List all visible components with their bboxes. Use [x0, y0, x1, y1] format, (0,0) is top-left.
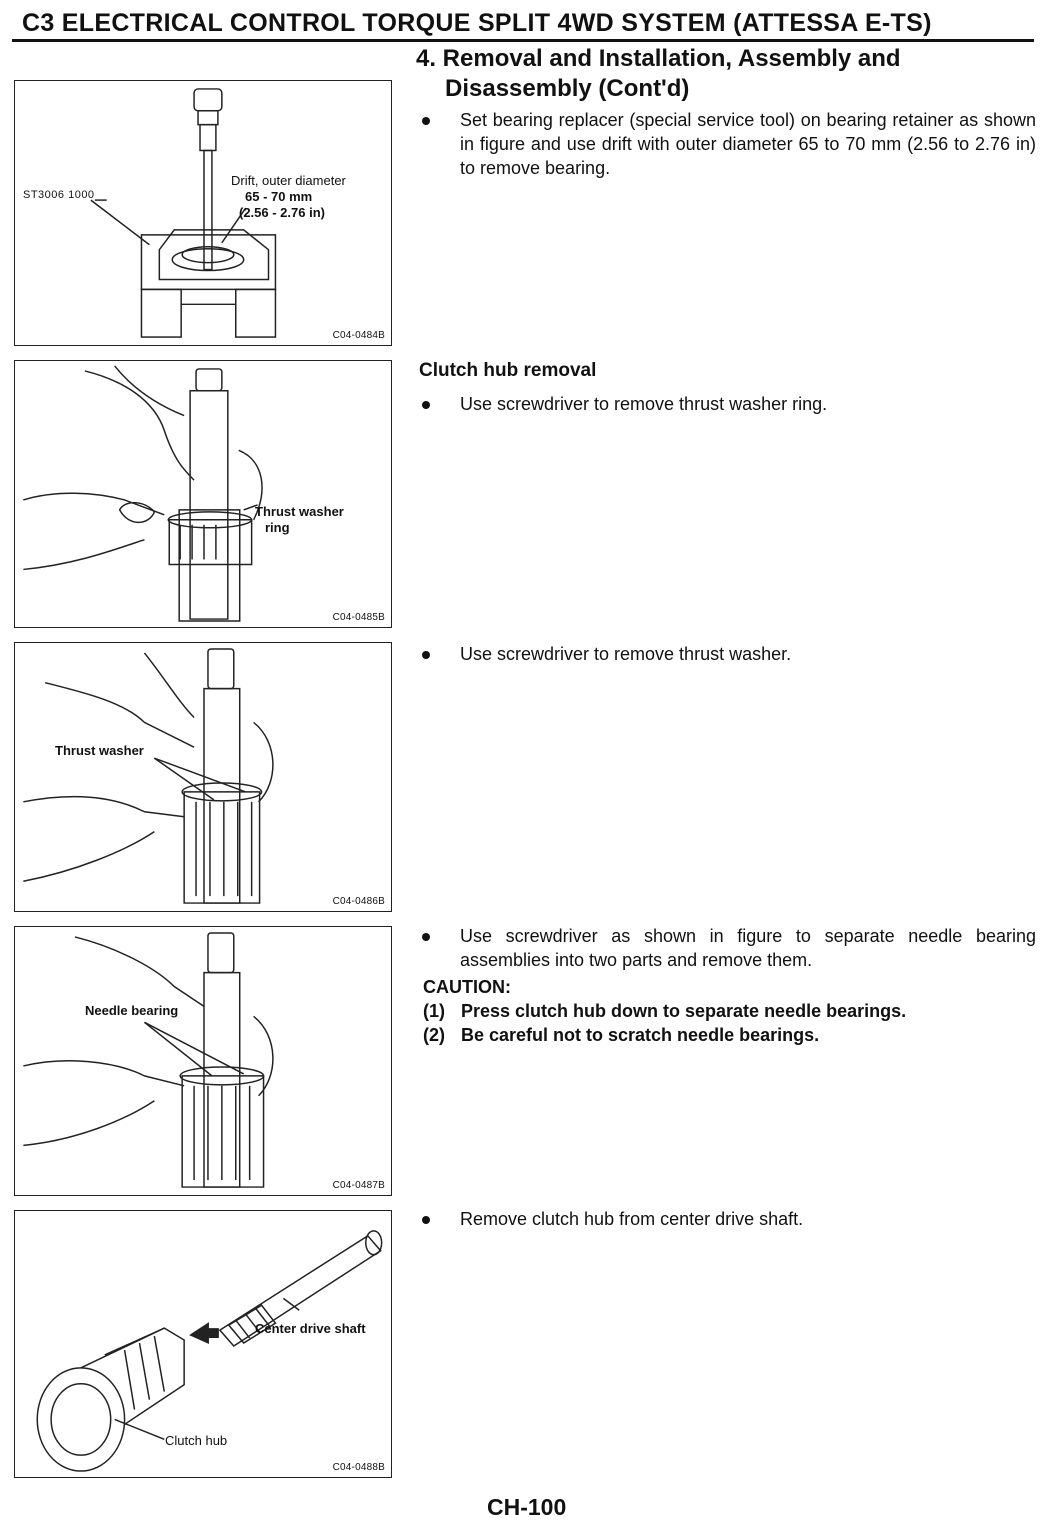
section-title-line-1: 4. Removal and Installation, Assembly and: [416, 45, 901, 72]
caution-item-text: Press clutch hub down to separate needle bearings.: [461, 1001, 907, 1021]
thrust-washer-illustration: [15, 643, 391, 911]
figure-code: C04-0484B: [332, 330, 385, 341]
thrust-washer-label: Thrust washer: [55, 743, 144, 758]
caution-item-2: [423, 1023, 819, 1047]
thrust-washer-ring-illustration: [15, 361, 391, 627]
figure-thrust-washer: [14, 642, 392, 912]
instruction-text: Set bearing replacer (special service tool) on bearing retainer as shown in figure and use drift with outer diameter 65 to 70 mm (2.56 to 2.76 in) to remove bearing.: [460, 110, 1036, 178]
clutch-hub-label: Clutch hub: [165, 1433, 228, 1448]
instruction-needle-bearing: [418, 924, 1036, 972]
instruction-thrust-washer: [418, 642, 1036, 666]
clutch-hub-removal-heading: Clutch hub removal: [419, 360, 597, 381]
instruction-text: Use screwdriver to remove thrust washer ring.: [460, 394, 828, 414]
instruction-thrust-washer-ring: [418, 392, 1036, 416]
caution-label: CAUTION:: [423, 977, 511, 997]
caution-item-number: (2): [423, 1025, 445, 1045]
instruction-text: Use screwdriver as shown in figure to separate needle bearing assemblies into two parts and remove them.: [460, 926, 1036, 970]
figure-code: C04-0488B: [332, 1462, 385, 1473]
caution-item-1: [423, 999, 906, 1023]
bearing-replacer-illustration: [15, 81, 391, 345]
figure-bearing-replacer: [14, 80, 392, 346]
figure-clutch-hub-removal: [14, 1210, 392, 1478]
figure-thrust-washer-ring: [14, 360, 392, 628]
instruction-text: Remove clutch hub from center drive shaft.: [460, 1209, 804, 1229]
instruction-text: Use screwdriver to remove thrust washer.: [460, 644, 792, 664]
direction-arrow-icon: [189, 1322, 219, 1344]
figure-code: C04-0487B: [332, 1180, 385, 1191]
bullet-icon: [422, 933, 430, 941]
bullet-icon: [422, 1216, 430, 1224]
bullet-icon: [422, 117, 430, 125]
needle-bearing-illustration: [15, 927, 391, 1195]
caution-item-text: Be careful not to scratch needle bearings.: [461, 1025, 820, 1045]
center-drive-shaft-label: Center drive shaft: [255, 1321, 366, 1336]
tool-id-label: ST3006 1000: [23, 189, 95, 201]
figure-code: C04-0486B: [332, 896, 385, 907]
page-number: CH-100: [487, 1494, 567, 1520]
thrust-washer-ring-label-1: Thrust washer: [255, 504, 344, 519]
page-header-title: C3 ELECTRICAL CONTROL TORQUE SPLIT 4WD SYSTEM (ATTESSA E-TS): [22, 9, 932, 37]
caution-item-number: (1): [423, 1001, 445, 1021]
needle-bearing-label: Needle bearing: [85, 1003, 179, 1018]
header-rule: [12, 39, 1034, 42]
bullet-icon: [422, 401, 430, 409]
thrust-washer-ring-label-2: ring: [265, 520, 290, 535]
drift-diameter-mm: 65 - 70 mm: [245, 189, 313, 204]
figure-code: C04-0485B: [332, 612, 385, 623]
drift-label: Drift, outer diameter: [231, 173, 346, 188]
instruction-bearing-removal: [418, 108, 1036, 180]
bullet-icon: [422, 651, 430, 659]
section-title-line-2: Disassembly (Cont'd): [445, 75, 690, 102]
drift-diameter-in: (2.56 - 2.76 in): [239, 205, 325, 220]
section-title: [416, 44, 1016, 104]
figure-needle-bearing: [14, 926, 392, 1196]
instruction-remove-clutch-hub: [418, 1207, 1036, 1231]
